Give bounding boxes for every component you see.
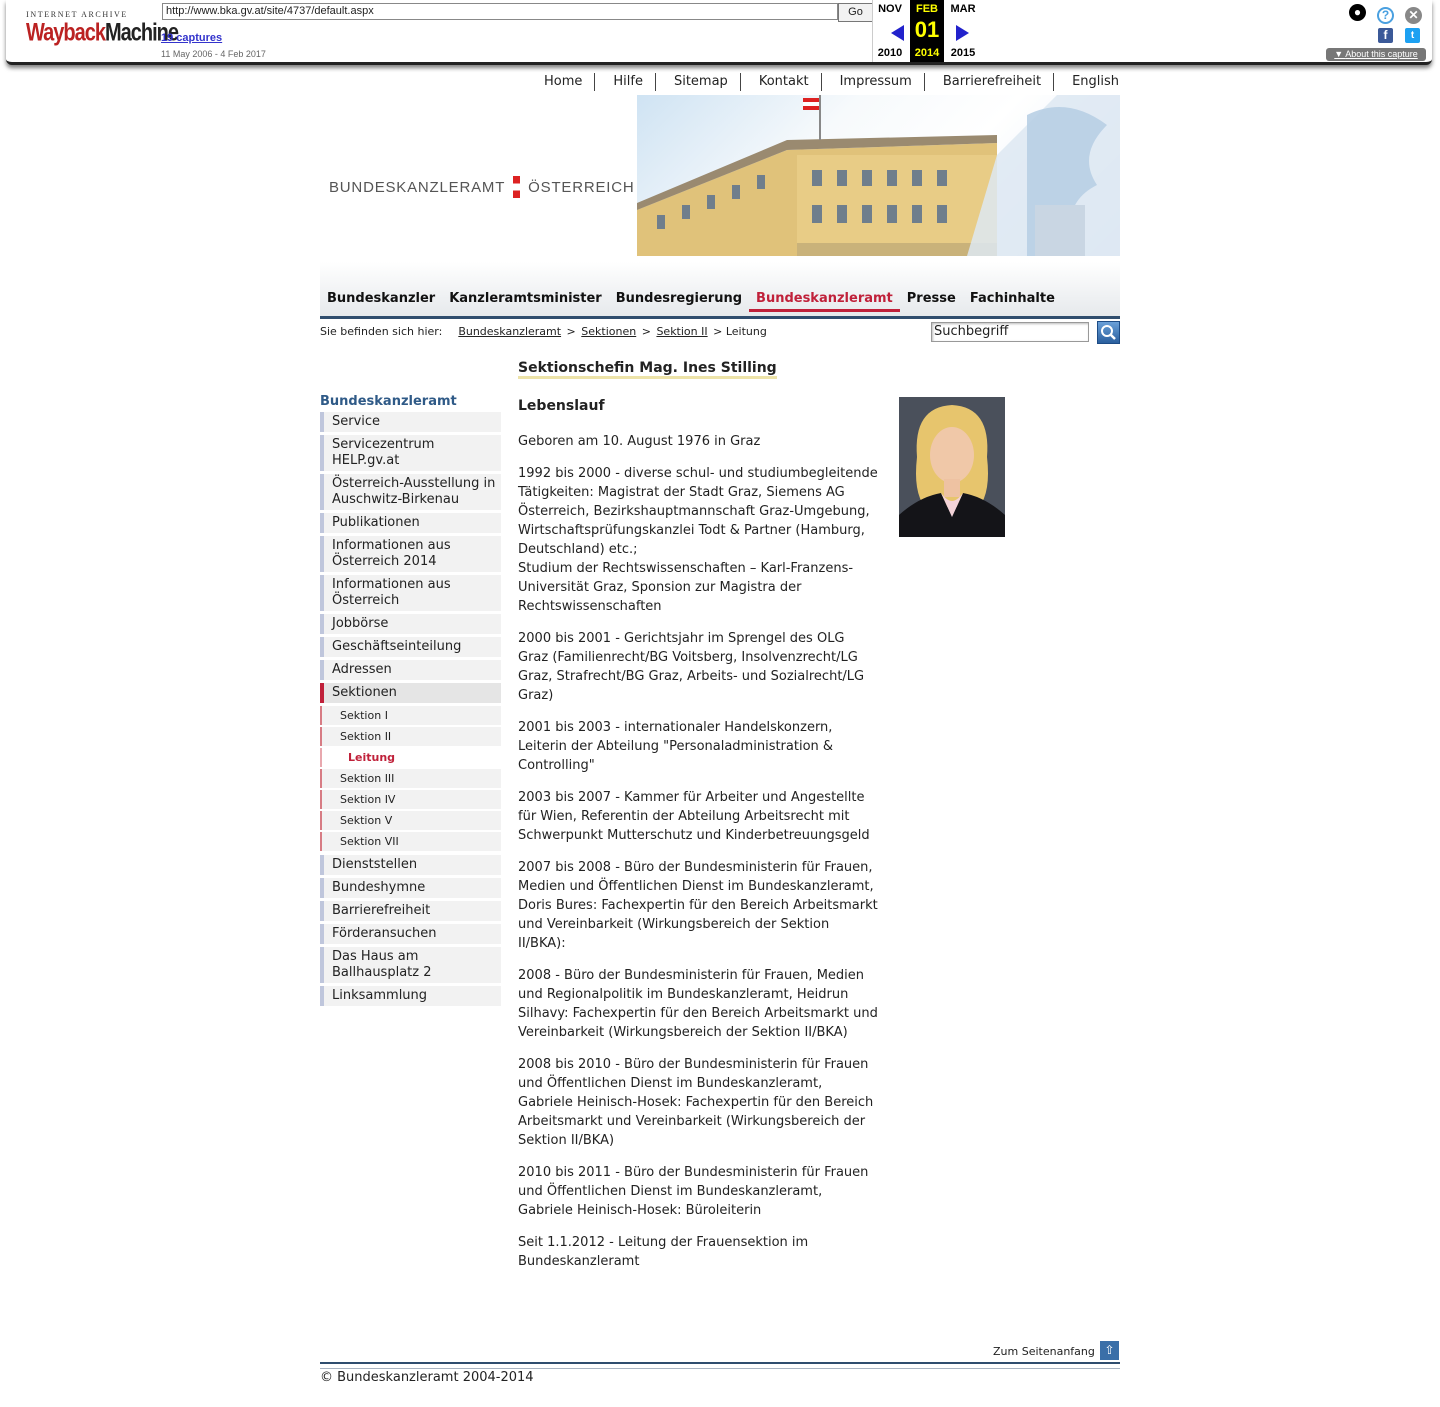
- brand-right: ÖSTERREICH: [528, 178, 635, 196]
- topnav-sitemap[interactable]: Sitemap: [674, 73, 741, 91]
- mainnav-fachinhalte[interactable]: Fachinhalte: [969, 291, 1055, 306]
- brand-left: BUNDESKANZLERAMT: [329, 178, 506, 196]
- bio-paragraph: Seit 1.1.2012 - Leitung der Frauensektion im Bundeskanzleramt: [518, 1235, 809, 1269]
- sidebar-subitem[interactable]: Sektion IV: [320, 790, 501, 809]
- arrow-up-icon[interactable]: ⇧: [1100, 1341, 1119, 1360]
- sidebar-item[interactable]: Linksammlung: [320, 986, 501, 1006]
- bio-paragraph: 2008 bis 2010 - Büro der Bundesministerin für Frauen und Öffentlichen Dienst im Bundeskanzleramt, Gabriele Heinisch-Hosek: Fachexpertin für den Bereich Arbeitsmarkt und Vereinbarkeit (Wirkungsbereich der Sektion II/BKA): [518, 1057, 874, 1148]
- back-to-top-link[interactable]: Zum Seitenanfang: [993, 1345, 1095, 1358]
- biography-text: [518, 432, 878, 1284]
- sidebar-item[interactable]: Geschäftseinteilung: [320, 637, 501, 657]
- bio-paragraph: Geboren am 10. August 1976 in Graz: [518, 434, 761, 449]
- sidebar-item[interactable]: Dienststellen: [320, 855, 501, 875]
- main-navigation: [320, 262, 1120, 319]
- current-day: 01: [914, 17, 940, 42]
- sidebar-navigation: [320, 412, 501, 1009]
- current-month: FEB: [916, 3, 938, 15]
- prev-year: 2010: [877, 47, 903, 59]
- bio-paragraph: 2001 bis 2003 - internationaler Handelskonzern, Leiterin der Abteilung "Personaladministration & Controlling": [518, 720, 834, 773]
- footer-divider: [320, 1362, 1120, 1369]
- close-icon[interactable]: ✕: [1405, 7, 1422, 24]
- breadcrumb-link[interactable]: Sektionen: [581, 325, 637, 338]
- help-icon[interactable]: ?: [1377, 7, 1394, 24]
- breadcrumb: Sie befinden sich hier: Bundeskanzleramt > Sektionen > Sektion II > Leitung: [320, 325, 767, 338]
- prev-month: NOV: [878, 3, 902, 15]
- sidebar-item[interactable]: Förderansuchen: [320, 924, 501, 944]
- next-arrow-icon[interactable]: [956, 25, 969, 41]
- section-heading: Lebenslauf: [518, 398, 605, 414]
- bio-paragraph: 2010 bis 2011 - Büro der Bundesministerin für Frauen und Öffentlichen Dienst im Bundeskanzleramt, Gabriele Heinisch-Hosek: Büroleiterin: [518, 1165, 869, 1218]
- captures-link[interactable]: 19 captures: [161, 32, 223, 44]
- about-capture-button[interactable]: ▼ About this capture: [1326, 48, 1426, 61]
- topnav-kontakt[interactable]: Kontakt: [759, 73, 822, 91]
- sidebar-item[interactable]: Informationen aus Österreich 2014: [320, 536, 501, 572]
- current-capture: [910, 0, 944, 62]
- sidebar-item[interactable]: Das Haus am Ballhausplatz 2: [320, 947, 501, 983]
- topnav-impressum[interactable]: Impressum: [840, 73, 925, 91]
- mainnav-bundeskanzleramt[interactable]: Bundeskanzleramt: [749, 289, 900, 312]
- sidebar-item[interactable]: Adressen: [320, 660, 501, 680]
- sidebar-item[interactable]: Bundeshymne: [320, 878, 501, 898]
- bio-paragraph: 2003 bis 2007 - Kammer für Arbeiter und Angestellte für Wien, Referentin der Abteilung Arbeitsrecht mit Schwerpunkt Mutterschutz und Kinderbetreuungsgeld: [518, 790, 870, 843]
- chancellery-building-icon: [637, 95, 1120, 256]
- topnav-hilfe[interactable]: Hilfe: [613, 73, 656, 91]
- current-year: 2014: [914, 47, 940, 59]
- site-header: [320, 95, 1120, 256]
- logo-wayback-machine: WaybackMachine: [26, 19, 178, 47]
- copyright: © Bundeskanzleramt 2004-2014: [320, 1370, 534, 1385]
- bio-paragraph: 2000 bis 2001 - Gerichtsjahr im Sprengel des OLG Graz (Familienrecht/BG Voitsberg, Insolvenzrecht/LG Graz, Strafrecht/BG Graz, Arbeits- und Sozialrecht/LG Graz): [518, 631, 865, 703]
- about-capture-label: About this capture: [1345, 49, 1418, 59]
- bio-paragraph: 2008 - Büro der Bundesministerin für Frauen, Medien und Regionalpolitik im Bundeskanzleramt, Heidrun Silhavy: Fachexpertin für den Bereich Arbeitsmarkt und Vereinbarkeit (Wirkungsbereich der Sektion II/BKA): [518, 968, 878, 1040]
- search-input[interactable]: Suchbegriff: [931, 322, 1089, 342]
- prev-capture[interactable]: [872, 0, 907, 62]
- top-navigation: [540, 73, 1119, 91]
- portrait-photo: [899, 397, 1005, 537]
- breadcrumb-link[interactable]: Sektion II: [656, 325, 708, 338]
- bio-paragraph: 2007 bis 2008 - Büro der Bundesministerin für Frauen, Medien und Öffentlichen Dienst im Bundeskanzleramt, Doris Bures: Fachexpertin für den Bereich Arbeitsmarkt und Vereinbarkeit (Wirkungsbereich der Sektion II/BKA):: [518, 860, 878, 951]
- portrait-icon: [899, 397, 1005, 537]
- sidebar-subitem[interactable]: Sektion VII: [320, 832, 501, 851]
- user-icon[interactable]: ●: [1349, 4, 1366, 21]
- bio-paragraph: 1992 bis 2000 - diverse schul- und studiumbegleitende Tätigkeiten: Magistrat der Stadt Graz, Siemens AG Österreich, Bezirkshauptmannschaft Graz-Umgebung, Wirtschaftsprüfungskanzlei Todt & Partner (Hamburg, Deutschland) etc.; Studium der Rechtswissenschaften – Karl-Franzens-Universität Graz, Sponsion zur Magistra der Rechtswissenschaften: [518, 466, 878, 614]
- next-year: 2015: [950, 47, 976, 59]
- sidebar-item[interactable]: Jobbörse: [320, 614, 501, 634]
- search-icon: [1098, 322, 1119, 343]
- wayback-logo[interactable]: [26, 10, 178, 47]
- sidebar-subitem[interactable]: Sektion III: [320, 769, 501, 788]
- topnav-english[interactable]: English: [1072, 74, 1120, 89]
- sidebar-subitem[interactable]: Sektion I: [320, 706, 501, 725]
- sidebar-item-sektionen[interactable]: Sektionen: [320, 683, 501, 703]
- sidebar-subitem[interactable]: Sektion II: [320, 727, 501, 746]
- breadcrumb-prefix: Sie befinden sich hier:: [320, 325, 443, 338]
- mainnav-bundesregierung[interactable]: Bundesregierung: [615, 291, 743, 306]
- next-capture[interactable]: [946, 0, 980, 62]
- twitter-icon[interactable]: t: [1405, 28, 1420, 43]
- header-image: [637, 95, 1120, 256]
- sidebar-item[interactable]: Österreich-Ausstellung in Auschwitz-Birkenau: [320, 474, 501, 510]
- prev-arrow-icon[interactable]: [891, 25, 904, 41]
- breadcrumb-current: Leitung: [725, 325, 767, 338]
- sidebar-subitem-current[interactable]: Leitung: [320, 748, 501, 767]
- mainnav-bundeskanzler[interactable]: Bundeskanzler: [327, 291, 436, 306]
- next-month: MAR: [950, 3, 976, 15]
- go-button[interactable]: Go: [838, 3, 873, 22]
- facebook-icon[interactable]: f: [1378, 28, 1393, 43]
- site-logo[interactable]: [329, 176, 635, 198]
- logo-internet-archive: INTERNET ARCHIVE: [26, 10, 128, 19]
- wayback-toolbar: [6, 0, 1432, 65]
- sidebar-item[interactable]: Service: [320, 412, 501, 432]
- url-input[interactable]: http://www.bka.gv.at/site/4737/default.aspx: [162, 3, 838, 20]
- mainnav-kanzleramtsminister[interactable]: Kanzleramtsminister: [449, 291, 602, 306]
- sidebar-title[interactable]: Bundeskanzleramt: [320, 394, 457, 409]
- sidebar-item[interactable]: Publikationen: [320, 513, 501, 533]
- mainnav-presse[interactable]: Presse: [906, 291, 956, 306]
- page-title: Sektionschefin Mag. Ines Stilling: [518, 360, 777, 379]
- capture-range: 11 May 2006 - 4 Feb 2017: [161, 49, 266, 59]
- topnav-barrierefreiheit[interactable]: Barrierefreiheit: [943, 73, 1054, 91]
- sidebar-item[interactable]: Barrierefreiheit: [320, 901, 501, 921]
- sidebar-item[interactable]: Servicezentrum HELP.gv.at: [320, 435, 501, 471]
- sidebar-item[interactable]: Informationen aus Österreich: [320, 575, 501, 611]
- austria-flag-icon: [513, 176, 520, 198]
- topnav-home[interactable]: Home: [540, 73, 595, 91]
- sidebar-subitem[interactable]: Sektion V: [320, 811, 501, 830]
- search-button[interactable]: [1097, 321, 1120, 344]
- breadcrumb-link[interactable]: Bundeskanzleramt: [458, 325, 562, 338]
